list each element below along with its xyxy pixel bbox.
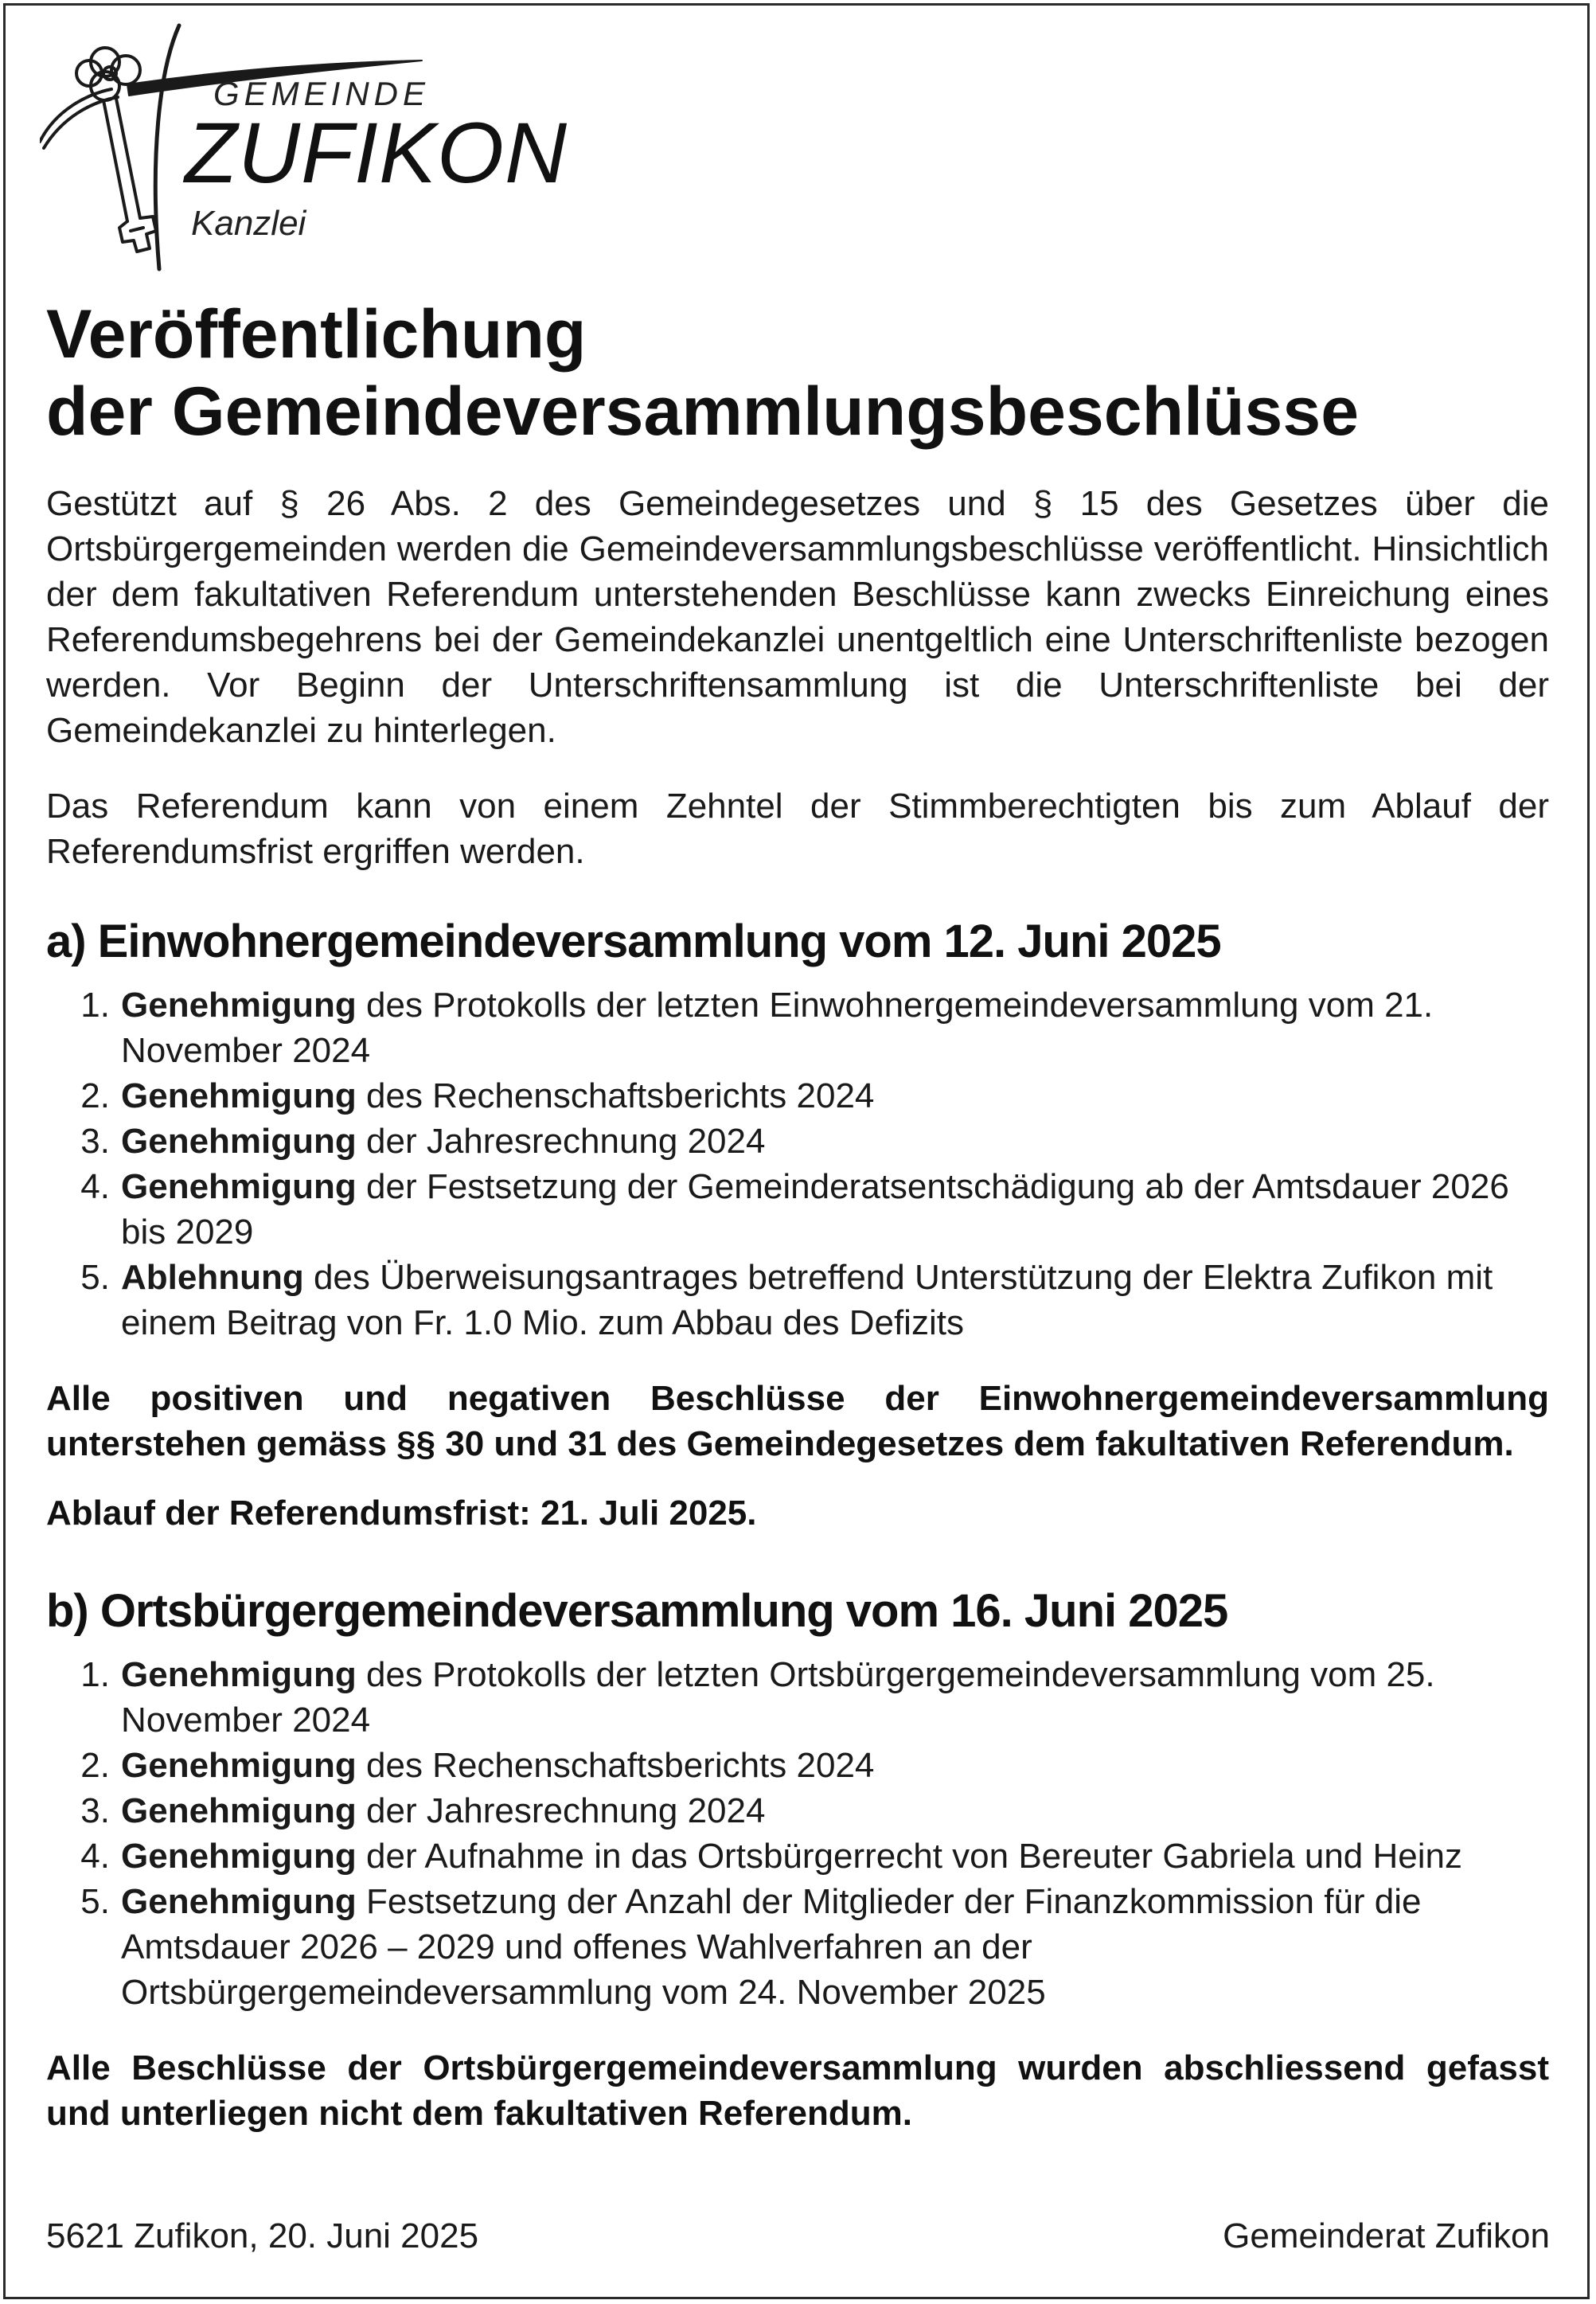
page-title-line-1: Veröffentlichung	[46, 296, 587, 373]
section-einwohnergemeinde	[46, 914, 1549, 1536]
intro-paragraph-2: Das Referendum kann von einem Zehntel der Stimmberechtigten bis zum Ablauf der Referendumsfrist ergriffen werden.	[46, 787, 1549, 871]
section-b-final-notice: Alle Beschlüsse der Ortsbürgergemeindeversammlung wurden abschliessend gefasst und unterliegen nicht dem fakultativen Referendum.	[46, 2048, 1549, 2133]
page-title-line-2: der Gemeindeversammlungsbeschlüsse	[46, 373, 1360, 450]
section-a-referendum-notice: Alle positiven und negativen Beschlüsse der Einwohnergemeindeversammlung unterstehen gemäss §§ 30 und 31 des Gemeindegesetzes dem fakultativen Referendum.	[46, 1379, 1549, 1463]
referendum-deadline: Ablauf der Referendumsfrist: 21. Juli 2025.	[46, 1494, 757, 1533]
logo-municipality-name: ZUFIKON	[185, 104, 568, 201]
logo-department-text: Kanzlei	[191, 204, 306, 243]
list-item: 2. Genehmigung des Rechenschaftsberichts 2024	[80, 1076, 875, 1115]
signatory: Gemeinderat Zufikon	[1223, 2216, 1550, 2255]
section-b-heading: b) Ortsbürgergemeindeversammlung vom 16. Juni 2025	[46, 1585, 1228, 1637]
list-item: 4. Genehmigung der Festsetzung der Gemeinderatsentschädigung ab der Amtsdauer 2026 bis 2029	[80, 1167, 1509, 1252]
list-item: 3. Genehmigung der Jahresrechnung 2024	[80, 1122, 766, 1161]
section-a-list	[46, 982, 1549, 1345]
list-item: 4. Genehmigung der Aufnahme in das Ortsbürgerrecht von Bereuter Gabriela und Heinz	[80, 1837, 1462, 1876]
section-ortsbuergergemeinde	[46, 1584, 1549, 2136]
document-footer	[46, 2213, 1550, 2259]
page-title	[46, 296, 1549, 451]
section-a-heading: a) Einwohnergemeindeversammlung vom 12. Juni 2025	[46, 916, 1221, 967]
list-item: 5. Genehmigung Festsetzung der Anzahl der Mitglieder der Finanzkommission für die Amtsdauer 2026 – 2029 und offenes Wahlverfahren an der Ortsbürgergemeindeversammlung vom 24. November 2025	[80, 1882, 1422, 2012]
list-item: 5. Ablehnung des Überweisungsantrages betreffend Unterstützung der Elektra Zufikon mit einem Beitrag von Fr. 1.0 Mio. zum Abbau des Defizits	[80, 1258, 1493, 1342]
list-item: 3. Genehmigung der Jahresrechnung 2024	[80, 1791, 766, 1830]
list-item: 2. Genehmigung des Rechenschaftsberichts 2024	[80, 1746, 875, 1785]
list-item: 1. Genehmigung des Protokolls der letzten Ortsbürgergemeindeversammlung vom 25. November 2024	[80, 1655, 1435, 1740]
intro-paragraph-1: Gestützt auf § 26 Abs. 2 des Gemeindegesetzes und § 15 des Gesetzes über die Ortsbürgergemeinden werden die Gemeindeversammlungsbeschlüsse veröffentlicht. Hinsichtlich der dem fakultativen Referendum unterstehenden Beschlüsse kann zwecks Einreichung eines Referendumsbegehrens bei der Gemeindekanzlei unentgeltlich eine Unterschriftenliste bezogen werden. Vor Beginn der Unterschriftensammlung ist die Unterschriftenliste bei der Gemeindekanzlei zu hinterlegen.	[46, 484, 1549, 750]
place-date: 5621 Zufikon, 20. Juni 2025	[46, 2216, 479, 2255]
section-b-list	[46, 1652, 1549, 2015]
list-item: 1. Genehmigung des Protokolls der letzten Einwohnergemeindeversammlung vom 21. November 2024	[80, 986, 1434, 1070]
municipality-logo	[40, 22, 581, 277]
logo-gemeinde-text: GEMEINDE	[213, 75, 431, 112]
announcement-content	[46, 296, 1549, 2136]
